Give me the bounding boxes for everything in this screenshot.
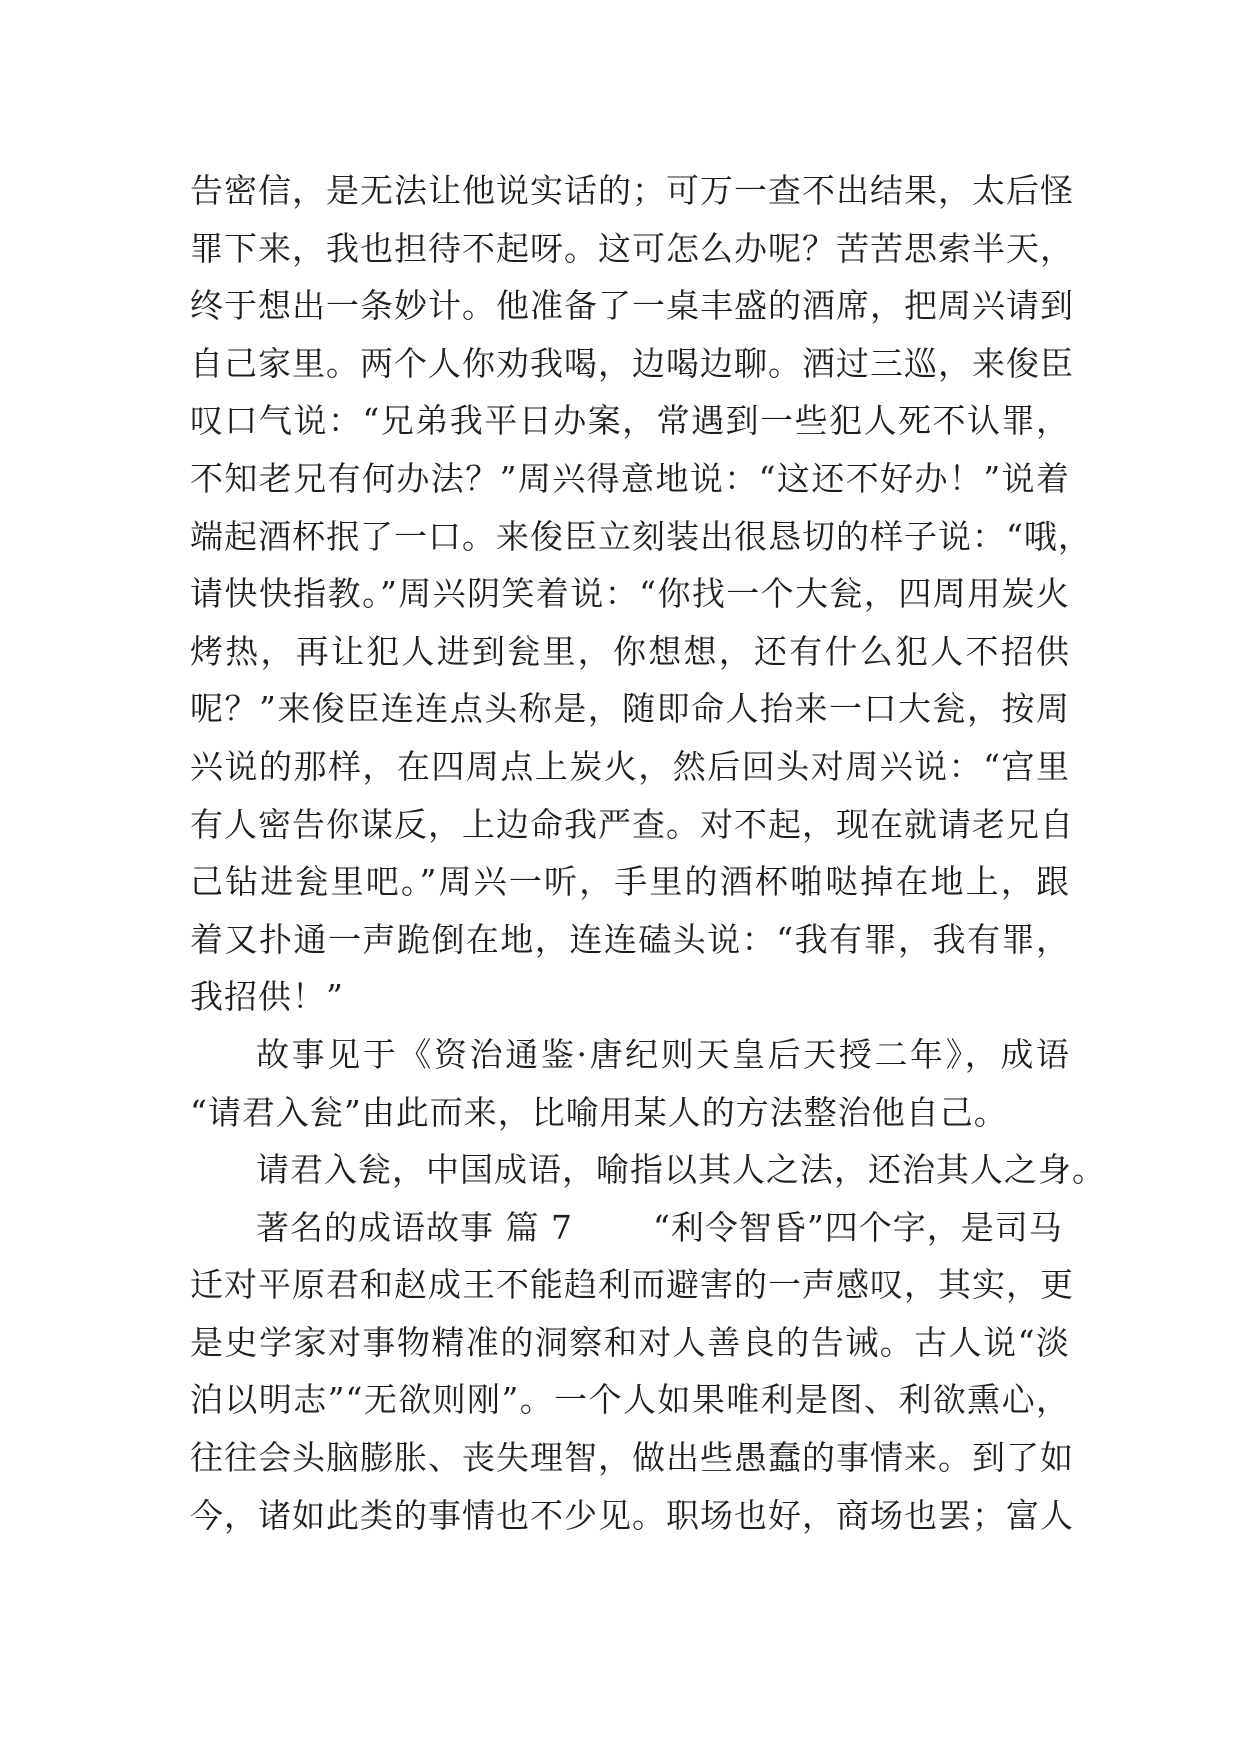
text-line: 自己家里。两个人你劝我喝，边喝边聊。酒过三巡，来俊臣 [190,343,1074,383]
text-line: 不知老兄有何办法？”周兴得意地说：“这还不好办！”说着 [190,458,1070,498]
text-line: “利令智昏”四个字，是司马 [652,1207,1063,1247]
text-line: 端起酒杯抿了一口。来俊臣立刻装出很恳切的样子说：“哦， [190,516,1092,556]
text-line: 着又扑通一声跪倒在地，连连磕头说：“我有罪，我有罪， [190,919,1070,959]
text-line: 今，诸如此类的事情也不少见。职场也好，商场也罢；富人 [190,1495,1074,1535]
text-line: 终于想出一条妙计。他准备了一桌丰盛的酒席，把周兴请到 [190,286,1074,326]
text-line: 请快快指教。”周兴阴笑着说：“你找一个大瓮，四周用炭火 [190,574,1070,614]
text-line: 罪下来，我也担待不起呀。这可怎么办呢？苦苦思索半天， [190,228,1074,268]
text-line: 兴说的那样，在四周点上炭火，然后回头对周兴说：“宫里 [190,746,1070,786]
document-body [190,162,1106,1544]
text-line: 故事见于《资治通鉴·唐纪则天皇后天授二年》，成语 [256,1034,1070,1074]
text-line: 呢？”来俊臣连连点头称是，随即命人抬来一口大瓮，按周 [190,689,1070,729]
text-line: 是史学家对事物精准的洞察和对人善良的告诫。古人说“淡 [190,1322,1070,1362]
text-line: “请君入瓮”由此而来，比喻用某人的方法整治他自己。 [190,1092,1008,1132]
section-heading: 著名的成语故事 篇 7 [256,1207,573,1247]
section-heading-line [190,1199,1070,1257]
text-line: 告密信，是无法让他说实话的；可万一查不出结果，太后怪 [190,171,1074,210]
text-line: 叹口气说：“兄弟我平日办案，常遇到一些犯人死不认罪， [190,401,1070,441]
text-line: 泊以明志”“无欲则刚”。一个人如果唯利是图、利欲熏心， [190,1380,1070,1420]
text-line: 往往会头脑膨胀、丧失理智，做出些愚蠢的事情来。到了如 [190,1438,1074,1478]
text-line: 请君入瓮，中国成语，喻指以其人之法，还治其人之身。 [256,1150,1106,1190]
text-line: 我招供！” [190,977,344,1017]
text-line: 己钻进瓮里吧。”周兴一听，手里的酒杯啪哒掉在地上，跟 [190,862,1070,902]
text-line: 烤热，再让犯人进到瓮里，你想想，还有什么犯人不招供 [190,631,1070,671]
text-line: 有人密告你谋反，上边命我严查。对不起，现在就请老兄自 [190,804,1074,844]
text-line: 迁对平原君和赵成王不能趋利而避害的一声感叹，其实，更 [190,1265,1074,1305]
